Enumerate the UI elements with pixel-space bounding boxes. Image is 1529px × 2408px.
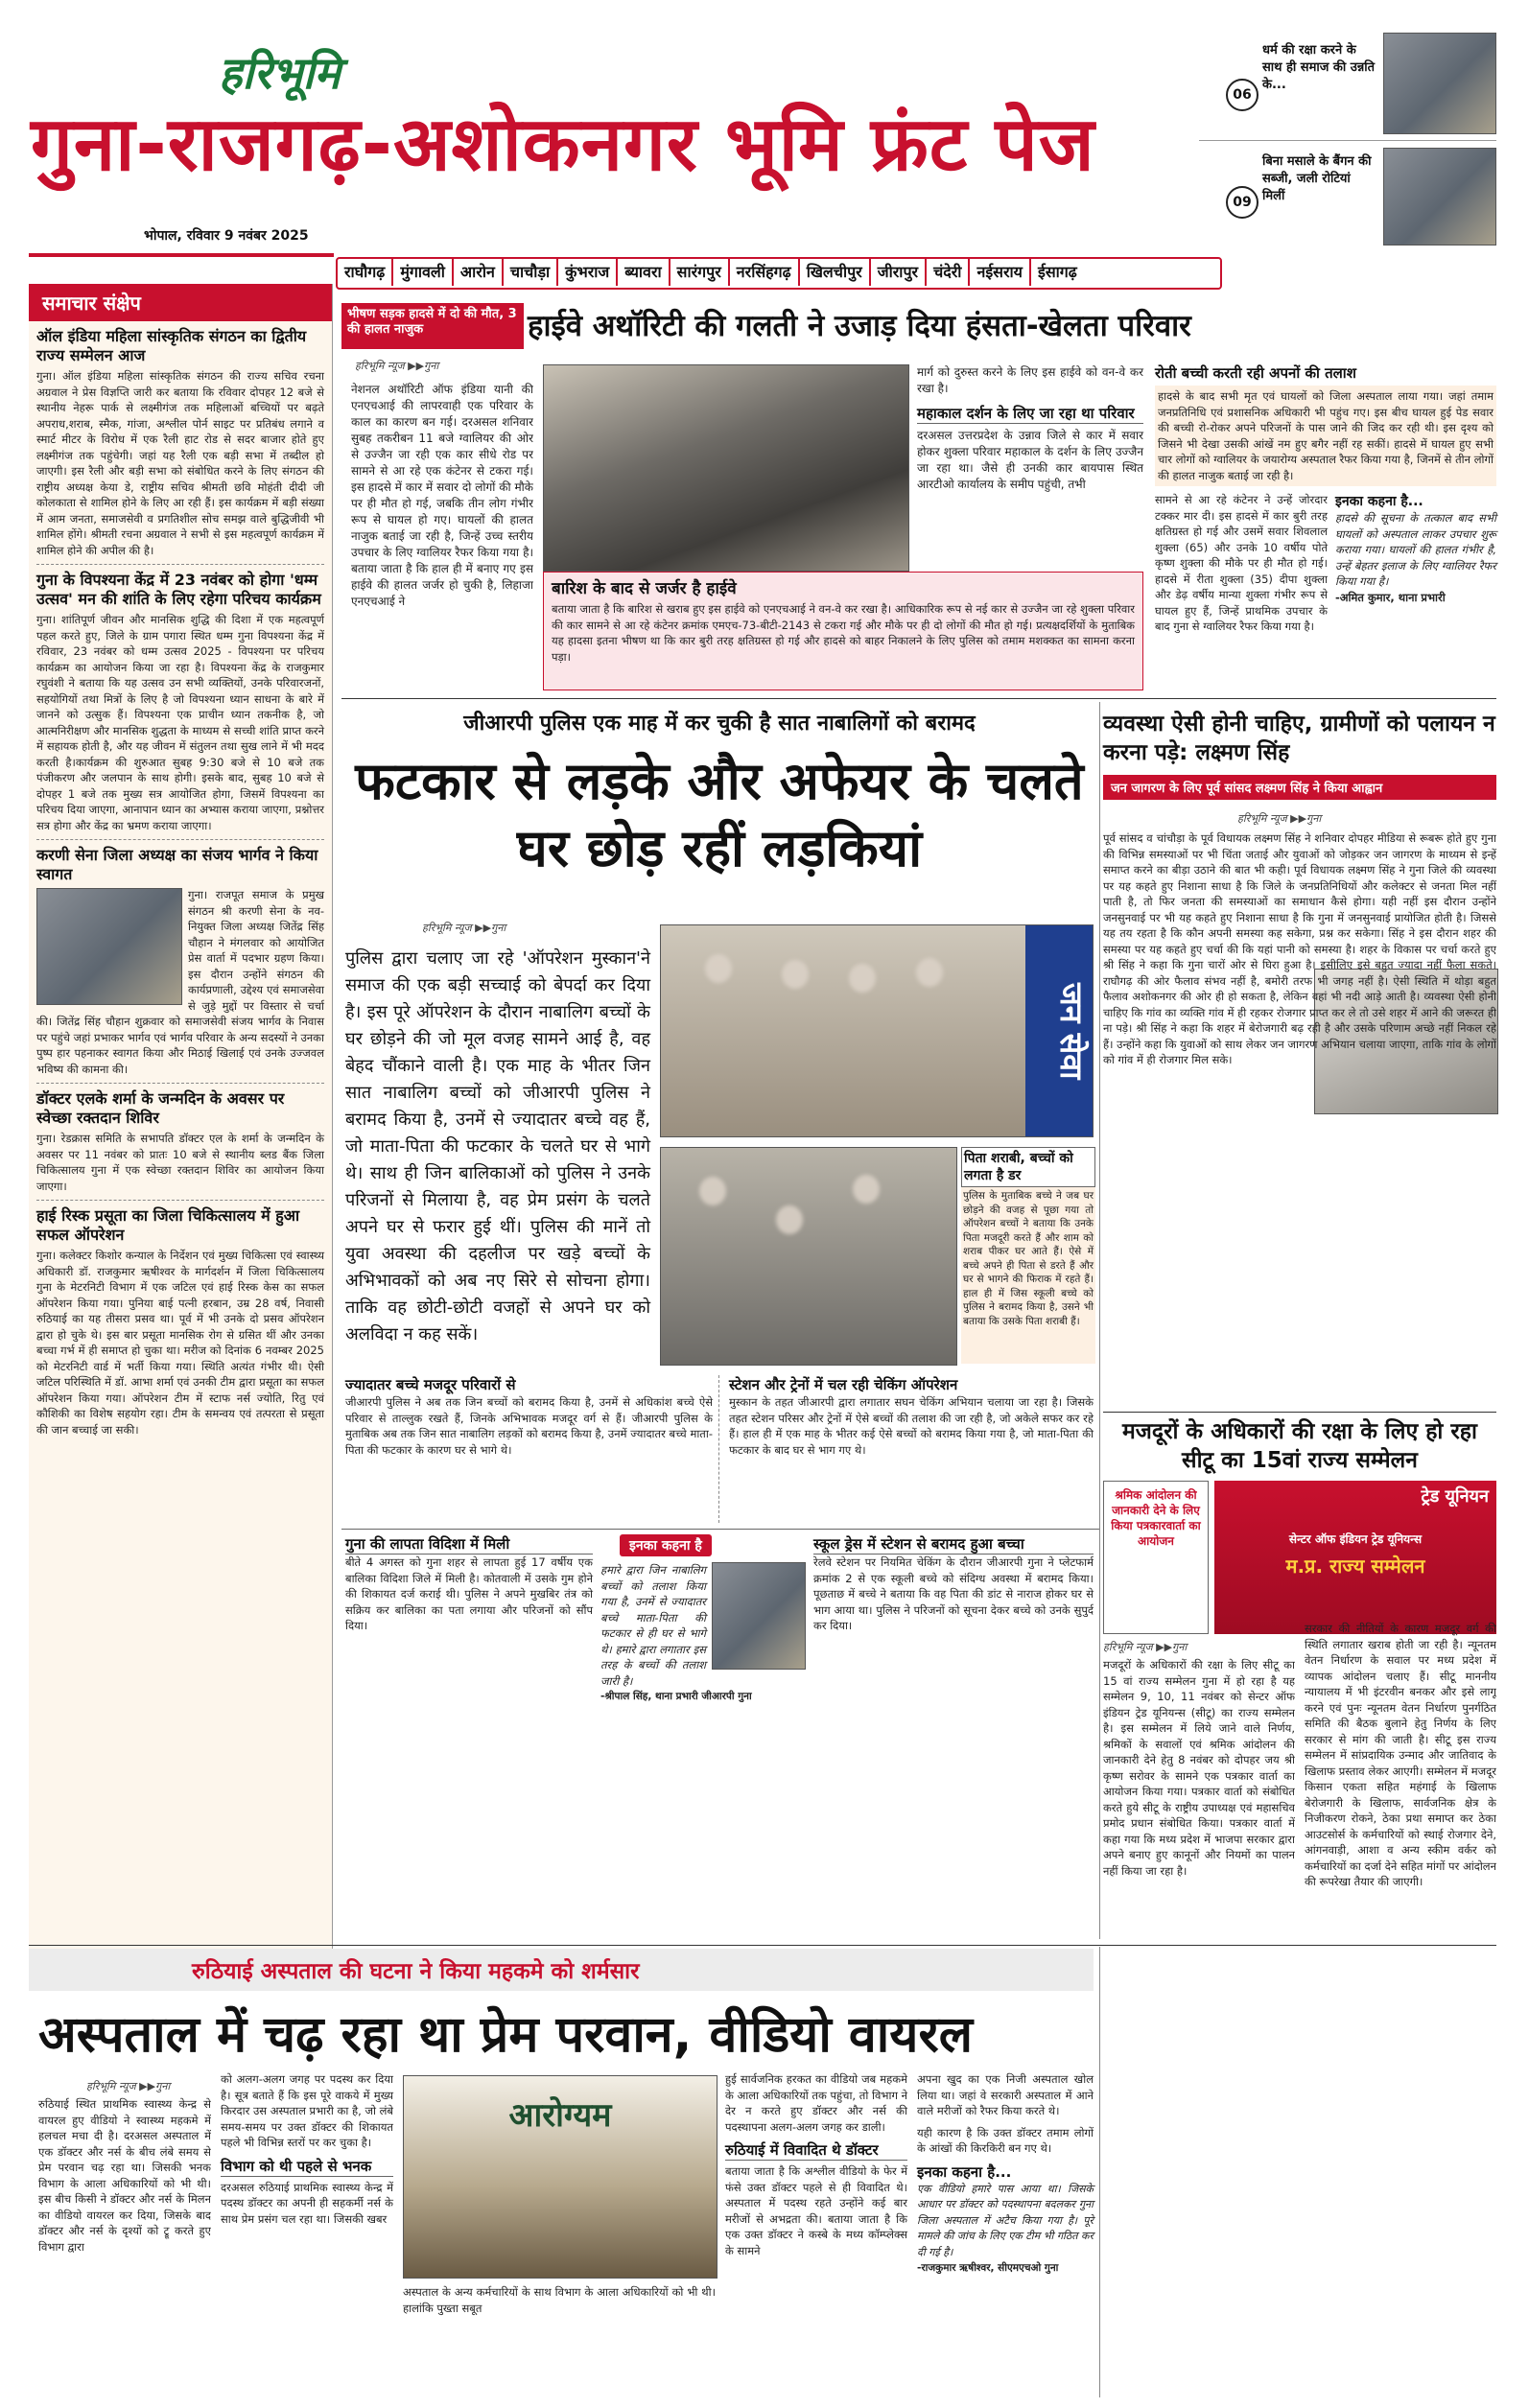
quote-text: एक वीडियो हमारे पास आया था। जिसके आधार पर डॉक्टर को पदस्थापना बदलकर गुना जिला अस्पताल में अटैच किया गया है। पूरे मामले की जांच के लिए एक टीम भी गठित कर दी गई है। xyxy=(917,2182,1094,2258)
promo-page-number: 06 xyxy=(1226,79,1258,111)
box-head: पिता शराबी, बच्चों को लगता है डर xyxy=(961,1147,1095,1187)
story5-col2a: को अलग-अलग जगह पर पदस्थ कर दिया है। सूत्र बताते हैं कि इस पूरे वाकये में मुख्य किरदार उस अस्पताल प्रभारी का है, जो लंबे समय-समय पर उक्त डॉक्टर की शिकायत पहले भी विभिन्न स्तरों पर कर चुका है। xyxy=(221,2072,393,2149)
story2-box3 xyxy=(729,1375,1094,1523)
brief-item[interactable] xyxy=(36,571,324,833)
box-head: स्कूल ड्रेस में स्टेशन से बरामद हुआ बच्चा xyxy=(813,1534,1094,1555)
city-tab[interactable]: नईसराय xyxy=(970,259,1031,286)
box-body: पुलिस के मुताबिक बच्चे ने जब घर छोड़ने की वजह से पूछा गया तो ऑपरेशन बच्चों ने बताया कि उनके पिता मजदूरी करते हैं और शाम को शराब पीकर घर आते हैं। ऐसे में बच्चे अपने ही पिता से डरते हैं और घर से भागने की फिराक में रहते हैं। हाल ही में जिस स्कूली बच्चे को पुलिस ने बरामद किया है, उसने भी बताया कि उसके पिता शराबी हैं। xyxy=(963,1190,1094,1327)
banner-text: म.प्र. राज्य सम्मेलन xyxy=(1285,1555,1425,1578)
logo-wordmark: हरिभूमि xyxy=(219,47,341,99)
quote-by: -श्रीपाल सिंह, थाना प्रभारी जीआरपी गुना xyxy=(600,1691,752,1702)
city-tab[interactable]: जीरापुर xyxy=(871,259,927,286)
story5-col5 xyxy=(917,2071,1094,2394)
story1-caption-title: बारिश के बाद से जर्जर है हाईवे xyxy=(552,579,737,598)
brief-photo xyxy=(36,888,182,1005)
city-tab[interactable]: आरोन xyxy=(454,259,504,286)
story5-kicker-band xyxy=(29,1949,1094,1991)
brief-body: गुना। रेडक्रास समिति के सभापति डॉक्टर एल के शर्मा के जन्मदिन के अवसर पर 11 नवंबर को प्रातः 10 बजे से स्थानीय ब्लड बैंक जिला चिकित्सालय गुना में एक स्वेच्छा रक्तदान शिविर का आयोजन किया जाएगा। xyxy=(36,1132,324,1193)
story4-banner-photo xyxy=(1214,1481,1496,1634)
story1-accident-photo xyxy=(543,364,909,572)
divider xyxy=(341,698,1496,699)
story3-byline: हरिभूमि न्यूज ▶▶गुना xyxy=(1237,812,1322,825)
brief-title: ऑल इंडिया महिला सांस्कृतिक संगठन का द्वितीय राज्य सम्मेलन आज xyxy=(36,327,307,364)
quote-head: इनका कहना है... xyxy=(917,2163,1012,2181)
city-tab[interactable]: मुंगावली xyxy=(393,259,454,286)
story5-hospital-photo xyxy=(403,2075,717,2279)
divider xyxy=(29,1945,1496,1946)
column-rule xyxy=(1099,702,1100,1939)
box-body: रेलवे स्टेशन पर नियमित चेकिंग के दौरान जीआरपी गुना ने प्लेटफार्म क्रमांक 2 से एक स्कूली बच्चे को संदिग्ध अवस्था में बरामद किया। पूछताछ में बच्चे ने बताया कि वह पिता की डांट से नाराज होकर घर से भाग आया था। पुलिस ने परिजनों को सूचना देकर बच्चे को उनके सुपुर्द कर दिया। xyxy=(813,1555,1094,1632)
quote-by: -अमित कुमार, थाना प्रभारी xyxy=(1335,590,1446,604)
story4-headline[interactable]: मजदूरों के अधिकारों की रक्षा के लिए हो रहा सीटू का 15वां राज्य सम्मेलन xyxy=(1122,1419,1477,1473)
city-tab[interactable]: नरसिंहगढ़ xyxy=(730,259,800,286)
box-head: गुना की लापता विदिशा में मिली xyxy=(345,1534,593,1555)
banner-text: ट्रेड यूनियन xyxy=(1421,1486,1489,1507)
banner-text: सेन्टर ऑफ इंडियन ट्रेड यूनियन्स xyxy=(1288,1532,1423,1546)
brief-title: हाई रिस्क प्रसूता का जिला चिकित्सालय में हुआ सफल ऑपरेशन xyxy=(36,1206,300,1244)
story1-col1: नेशनल अथॉरिटी ऑफ इंडिया यानी की एनएचआई की लापरवाही एक परिवार के काल का कारण बन गई। दरअसल शनिवार सुबह तकरीबन 11 बजे ग्वालियर की ओर से उज्जैन जा रही एक कार सीधे रोड पर सामने से आ रहे एक कंटेनर से टकरा गई। इस हादसे में कार में सवार दो लोगों की मौके पर ही मौत हो गई, जबकि तीन लोग गंभीर रूप से घायल हो गए। घायलों की हालत नाजुक बताई जा रही है, जिन्हें उच्च स्तरीय उपचार के लिए ग्वालियर रैफर किया गया है। बताया जाता है कि हाल ही में बनाए गए इस हाईवे की हालत जर्जर हो चुकी है, लिहाजा एनएचआई ने xyxy=(351,383,533,608)
story5-col2b: दरअसल रुठियाई प्राथमिक स्वास्थ्य केन्द्र में पदस्थ डॉक्टर का अपनी ही सहकर्मी नर्स के साथ प्रेम प्रसंग चल रहा था। जिसकी खबर xyxy=(221,2180,393,2226)
brief-item[interactable] xyxy=(36,1206,324,1438)
story2-box5 xyxy=(600,1534,806,1937)
officer-photo xyxy=(712,1562,806,1670)
dateline: भोपाल, रविवार 9 नवंबर 2025 xyxy=(144,228,309,244)
brief-body: गुना। शांतिपूर्ण जीवन और मानसिक शुद्धि की दिशा में एक महत्वपूर्ण पहल करते हुए, जिले के ग्राम पगारा स्थित धम्म गुना विपश्यना केंद्र में रविवार, 23 नवंबर को धम्म उत्सव 2025 - विपश्यना पर परिचय कार्यक्रम का आयोजन किया जा रहा है। विपश्यना केंद्र के राजकुमार रघुवंशी ने बताया कि यह उत्सव उन सभी व्यक्तियों, उनके परिवारजनों, सहयोगियों तथा मित्रों के लिए है जो विपश्यना ध्यान साधना के बारे में जानने को उत्सुक हैं। विपश्यना एक प्राचीन ध्यान तकनीक है, जो आत्मनिरीक्षण और मानसिक शुद्धता के माध्यम से सच्ची शांति प्राप्त करने में सहायक होती है, और यह जीवन में संतुलन तथा सुख लाने में भी मदद करती है।कार्यक्रम की शुरुआत सुबह 9:30 बजे से 10 बजे तक पंजीकरण और जलपान के साथ होगी। इसके बाद, सुबह 10 बजे से दोपहर 1 बजे तक मुख्य सत्र आयोजित होगा, जिसमें विपश्यना का परिचय दिया जाएगा, आनापान ध्यान का अभ्यास कराया जाएगा, प्रश्नोत्तर सत्र होगा और केंद्र का भ्रमण कराया जाएगा। xyxy=(36,613,324,832)
brief-body: गुना। ऑल इंडिया महिला सांस्कृतिक संगठन की राज्य सचिव रचना अग्रवाल ने प्रेस विज्ञप्ति जारी कर बताया कि रविवार दोपहर 12 बजे से स्थानीय नेहरू पार्क से लक्ष्मीगंज तक महिलाओं बच्चियों पर बढ़ते अपराध,शराब, स्मैक, गांजा, अश्लील पोर्न साइट पर प्रतिबंध लगाने व स्मार्ट मीटर के विरोध में एक रैली हाट रोड से सदर बाजार होते हुए लक्ष्मीगंज तक पहुंचेगी। जहां यह रैली एक बड़ी सभा में तब्दील हो जाएगी। इस रैली और बड़ी सभा को संबोधित करने के लिए संगठन की राष्ट्रीय अध्यक्ष केया डे, राष्ट्रीय सचिव श्रीमती छवि मोहंती दीदी जी कोलकाता से शामिल होने के लिए आ रही हैं। इस कार्यक्रम में बड़ी संख्या में आम जनता, समाजसेवी व प्रगतिशील सोच समझ वाले बुद्धिजीवी भी शामिल होंगे। श्रीमती रचना अग्रवाल ने सभी से इस महत्वपूर्ण कार्यक्रम में शामिल होने की अपील की है। xyxy=(36,369,324,557)
story1-caption-body: बताया जाता है कि बारिश से खराब हुए इस हाईवे को एनएचआई ने वन-वे कर रखा है। आधिकारिक रूप से नई कार से उज्जैन जा रहे शुक्ला परिवार की कार सामने से आ रहे कंटेनर क्रमांक एमएच-73-बीटी-2143 से टकरा गई और मौके पर ही दो लोगों की मौत हो गई। प्रत्यक्षदर्शियों के मुताबिक यह हादसा इतना भीषण था कि कार बुरी तरह क्षतिग्रस्त हो गई और हादसे को बाहर निकालने के लिए पुलिस को तमाम मशक्कत का सामना करना पड़ा। xyxy=(552,602,1135,664)
story2-box2 xyxy=(345,1375,719,1523)
brief-list xyxy=(29,327,332,1438)
city-tab[interactable]: ईसागढ़ xyxy=(1037,263,1077,281)
promo-photo-1 xyxy=(1383,33,1496,134)
jan-seva-sign: जन सेवा xyxy=(1025,925,1093,1136)
brief-body: गुना। कलेक्टर किशोर कन्याल के निर्देशन एवं मुख्य चिकित्सा एवं स्वास्थ्य अधिकारी डॉ. राजकुमार ऋषीश्वर के मार्गदर्शन में जिला चिकित्सालय गुना के मेटरनिटी विभाग में एक जटिल एवं हाई रिस्क केस का सफल ऑपरेशन किया गया। पुनिया बाई पत्नी हरबान, उम्र 28 वर्ष, निवासी रुठियाई का यह तीसरा प्रसव था। पूर्व में भी उनके दो प्रसव ऑपरेशन द्वारा हो चुके थे। इस बार प्रसूता मानसिक रोग से ग्रसित थीं और उनका बच्चा गर्भ में ही समाप्त हो चुका था। मरीज को दिनांक 6 नवम्बर 2025 को मेटरनिटी वार्ड में भर्ती किया गया। स्थिति अत्यंत गंभीर थी। ऐसी जटिल परिस्थिति में डॉ. आभा शर्मा एवं उनकी टीम द्वारा प्रसूता का सफल ऑपरेशन किया गया। ऑपरेशन टीम में स्टाफ नर्स ज्योति, रितु एवं कौशिकी का विशेष सहयोग रहा। टीम के समन्वय एवं तत्परता से प्रसूता की जान बच्चाई जा सकी। xyxy=(36,1249,324,1437)
story5-kicker: रुठियाई अस्पताल की घटना ने किया महकमे को शर्मसार xyxy=(192,1959,640,1984)
box-head: ज्यादातर बच्चे मजदूर परिवारों से xyxy=(345,1376,516,1393)
promo-box-2[interactable] xyxy=(1199,144,1496,251)
column-rule xyxy=(1099,1947,1100,2397)
promo-page-number: 09 xyxy=(1226,186,1258,219)
story1-col3 xyxy=(917,364,1143,570)
story3-deck: जन जागरण के लिए पूर्व सांसद लक्ष्मण सिंह ने किया आह्वान xyxy=(1103,775,1496,800)
story1-headline[interactable]: हाईवे अथॉरिटी की गलती ने उजाड़ दिया हंसता-खेलता परिवार xyxy=(528,309,1191,343)
story4-byline: हरिभूमि न्यूज ▶▶गुना xyxy=(1103,1641,1188,1653)
story5-byline: हरिभूमि न्यूज ▶▶गुना xyxy=(86,2080,171,2092)
story2-headline[interactable]: फटकार से लड़के और अफेयर के चलते घर छोड़ रहीं लड़कियां xyxy=(355,751,1084,878)
city-tab[interactable]: चाचौड़ा xyxy=(504,259,558,286)
brief-body: गुना। राजपूत समाज के प्रमुख संगठन श्री करणी सेना के नव-नियुक्त जिला अध्यक्ष जितेंद्र सिंह चौहान ने मंगलवार को आयोजित प्रेस वार्ता में पदभार ग्रहण किया। इस दौरान उन्होंने संगठन की कार्यप्रणाली, उद्देश्य एवं समाजसेवा से जुड़े मुद्दों पर विस्तार से चर्चा की। जितेंद्र सिंह चौहान शुक्रवार को समाजसेवी संजय भार्गव के निवास पर पहुंचे जहां प्रभाकर भार्गव एवं भार्गव परिवार के अन्य सदस्यों ने उनका पुष्प हार पहनाकर स्वागत किया और मिठाई खिलाई एवं उनके उज्जवल भविष्य की कामना की। xyxy=(36,888,324,1076)
promo-text: बिना मसाले के बैंगन की सब्जी, जली रोटियां मिलीं xyxy=(1262,154,1372,203)
brief-title: गुना के विपश्यना केंद्र में 23 नवंबर को होगा 'धम्म उत्सव' मन की शांति के लिए रहेगा परिचय कार्यक्रम xyxy=(36,571,321,608)
box-body: बीते 4 अगस्त को गुना शहर से लापता हुई 17 वर्षीय एक बालिका विदिशा जिले में मिली है। कोतवाली में उसके गुम होने की शिकायत दर्ज कराई थी। पुलिस ने अपने मुखबिर तंत्र को सक्रिय कर बालिका का पता लगाया और परिजनों को सौंप दिया। xyxy=(345,1555,593,1632)
story2-box6 xyxy=(813,1534,1094,1937)
story2-box4 xyxy=(345,1534,593,1937)
story5-col4 xyxy=(725,2071,907,2394)
story1-subhead-2: रोती बच्ची करती रही अपनों की तलाश xyxy=(1155,364,1356,382)
story1-col3a: मार्ग को दुरुस्त करने के लिए इस हाईवे को वन-वे कर रखा है। xyxy=(917,365,1143,395)
city-tab[interactable]: ब्यावरा xyxy=(618,259,670,286)
story1-col4 xyxy=(1155,364,1496,690)
hospital-sign: आरोग्यम xyxy=(508,2096,612,2135)
brief-item[interactable] xyxy=(36,1089,324,1194)
city-strip xyxy=(336,257,1222,290)
news-brief-sidebar xyxy=(29,284,333,1983)
promo-box-1[interactable] xyxy=(1199,25,1496,141)
story1-col3b: दरअसल उत्तरप्रदेश के उन्नाव जिले से कार में सवार होकर शुक्ला परिवार महाकाल के दर्शन के लिए उज्जैन जा रहा था। जैसे ही उनकी कार बायपास स्थित आरटीओ कार्यालय के समीप पहुंची, तभी xyxy=(917,429,1143,491)
quote-head: इनका कहना है... xyxy=(1335,494,1423,509)
city-tab[interactable]: सारंगपुर xyxy=(670,259,730,286)
brief-item[interactable] xyxy=(36,327,324,558)
quote-by: -राजकुमार ऋषीश्वर, सीएमएचओ गुना xyxy=(917,2262,1059,2274)
promo-text: धर्म की रक्षा करने के साथ ही समाज की उन्नति के... xyxy=(1262,43,1376,92)
story1-subhead: महाकाल दर्शन के लिए जा रहा था परिवार xyxy=(917,405,1143,424)
story3-body: पूर्व सांसद व चांचौड़ा के पूर्व विधायक लक्ष्मण सिंह ने शनिवार दोपहर मीडिया से रूबरू होते हुए गुना की विभिन्न समस्याओं पर भी चिंता जताई और युवाओं को जोड़कर जन जागरण के माध्यम से इन्हें समाप्त करने का बीड़ा उठाने की बात भी कही। पूर्व विधायक लक्ष्मण सिंह ने गुना जिले की व्यवस्था पर यह कहते हुए निशाना साधा है कि जिले के जनप्रतिनिधियों और कलेक्टर से जनता मिल नहीं पाती है, तो फिर जनता की समस्याओं का समाधान कैसे होगा। यही नहीं इस दौरान उन्होंने जनसुनवाई पर भी यह कहते हुए निशाना साधा है कि गुना में जनसुनवाई प्रायोजित होती है। जिससे यह तय रहता है कि कौन अपनी समस्या कह सकेगा, प्रश्न कर सकेगा। सिंह ने इस दौरान शहर की समस्या पर यह कहते हुए चर्चा की कि यहां पानी को समस्या है। शहर के विकास पर चर्चा करते हुए श्री सिंह ने कहा कि गुना चारों ओर से घिरा हुआ है। इसीलिए इसे बहुत ज्यादा नहीं फैला सकते। राघौगढ़ की ओर फैलाव संभव नहीं है, बमोरी तरफ भी जगह नहीं है। ऐसी स्थिति में थोड़ा बहुत फैलाव अशोकनगर की ओर ही हो सकता है, लेकिन वहां भी नदी आड़े आती है। व्यवस्था ऐसी होनी चाहिए कि गांव का व्यक्ति गांव में ही रहकर रोजगार प्राप्त कर ले तो उसे शहर में आने की जरूरत ही ना पड़े। श्री सिंह ने कहा कि शहर में बेरोजगारी बढ़ रही है और उसके परिणाम अच्छे नहीं निकल रहे हैं। उन्होंने कहा कि युवाओं को साथ लेकर जन जागरण अभियान चलाया जाएगा, ताकि गांव के लोगों को गांव में ही रोजगार मिल सके। xyxy=(1103,831,1496,1066)
story1-col4b: सामने से आ रहे कंटेनर ने उन्हें जोरदार टक्कर मार दी। इस हादसे में कार बुरी तरह क्षतिग्रस्त हो गई और उसमें सवार शिवलाल शुक्ला (65) और उनके 10 वर्षीय पोते कृष्ण शुक्ला की मौके पर ही मौत हो गई। हादसे में रीता शुक्ला (35) दीपा शुक्ला और डेढ़ वर्षीय मान्या शुक्ला गंभीर रूप से घायल हुए हैं, जिन्हें प्राथमिक उपचार के बाद गुना से ग्वालियर रैफर किया गया है। xyxy=(1155,493,1328,633)
story1-photo-caption-box xyxy=(543,572,1143,690)
story5-subhead-2: रुठियाई में विवादित थे डॉक्टर xyxy=(725,2140,907,2161)
story1-col4a: हादसे के बाद सभी मृत एवं घायलों को जिला अस्पताल लाया गया। जहां तमाम जनप्रतिनिधि एवं प्रशासनिक अधिकारी भी पहुंच गए। इस बीच घायल हुई पेड सवार की बच्ची रो-रोकर अपने परिजनों के पास जाने की जिद कर रही थी। इस दृश्य को जिसने भी देखा उसकी आंखें नम हुए बगैर नहीं रह सकीं। हादसे में घायल हुए सभी चार लोगों को ग्वालियर के जयारोग्य अस्पताल रैफर किया गया है, जिनमें से तीन लोगों की हालत नाजुक बताई जा रही है। xyxy=(1155,386,1496,486)
divider xyxy=(341,1529,1099,1530)
story2-kicker: जीआरपी पुलिस एक माह में कर चुकी है सात नाबालिगों को बरामद xyxy=(463,712,976,736)
story1-kicker: भीषण सड़क हादसे में दो की मौत, 3 की हालत नाजुक xyxy=(341,303,524,349)
story5-col2 xyxy=(221,2071,393,2394)
story5-col5b: यही कारण है कि उक्त डॉक्टर तमाम लोगों के आंखों की किरकिरी बन गए थे। xyxy=(917,2125,1094,2155)
story2-photo-2 xyxy=(660,1147,957,1366)
story1-byline: हरिभूमि न्यूज ▶▶गुना xyxy=(355,360,439,372)
story5-subhead: विभाग को थी पहले से भनक xyxy=(221,2157,393,2177)
box-body: मुस्कान के तहत जीआरपी द्वारा लगातार सघन चेकिंग अभियान चलाया जा रहा है। जिसके तहत स्टेशन परिसर और ट्रेनों में ऐसे बच्चों की तलाश की जा रही है, जो अकेले सफर कर रहे हैं। हाल ही में एक माह के भीतर कई ऐसे बच्चों को बरामद किया गया है, जो माता-पिता की फटकार के बाद घर से भाग गए थे। xyxy=(729,1395,1094,1457)
story2-box1 xyxy=(961,1147,1095,1364)
story5-col4a: हुई सार्वजनिक हरकत का वीडियो जब महकमे के आला अधिकारियों तक पहुंचा, तो विभाग ने देर न करते हुए डॉक्टर और नर्स की पदस्थापना अलग-अलग जगह कर डाली। xyxy=(725,2072,907,2134)
story2-body: पुलिस द्वारा चलाए जा रहे 'ऑपरेशन मुस्कान'ने समाज की एक बड़ी सच्चाई को बेपर्दा कर दिया है। इस पूरे ऑपरेशन के दौरान नाबालिग बच्चों के घर छोड़ने की जो मूल वजह सामने आई है, वह बेहद चौंकाने वाली है। एक माह के भीतर जिन सात नाबालिग बच्चों को जीआरपी पुलिस ने बरामद किया है, उनमें से ज्यादातर बच्चे वह हैं, जो माता-पिता की फटकार के चलते घर से भागे थे। साथ ही जिन बालिकाओं को पुलिस ने उनके परिजनों से मिलाया है, वह प्रेम प्रसंग के चलते अपने घर से फरार हुई थीं। पुलिस की मानें तो युवा अवस्था की दहलीज पर खड़े बच्चों के अभिभावकों को अब नए सिरे से सोचना होगा। ताकि वह छोटी-छोटी वजहों से अपने घर को अलविदा न कह सकें। xyxy=(345,948,650,1344)
city-tab[interactable]: चंदेरी xyxy=(927,259,970,286)
story5-col5a: अपना खुद का एक निजी अस्पताल खोल लिया था। जहां वे सरकारी अस्पताल में आने वाले मरीजों को रैफर किया करते थे। xyxy=(917,2072,1094,2117)
story3-headline[interactable]: व्यवस्था ऐसी होनी चाहिए, ग्रामीणों को पलायन न करना पड़े: लक्ष्मण सिंह xyxy=(1103,712,1495,765)
story4-col2: सरकार की नीतियों के कारण मजदूर वर्ग की स्थिति लगातार खराब होती जा रही है। न्यूनतम वेतन निर्धारण के सवाल पर मध्य प्रदेश में व्यापक आंदोलन चलाए हैं। सीटू माननीय न्यायालय में भी इंटरवीन बनकर और इसे लागू करने एवं पुनः न्यूनतम वेतन निर्धारण पुनर्गठित समिति की बैठक बुलाने हेतु निर्णय के लिए सरकार से मांग की जाती है। सीटू इस राज्य सम्मेलन में सांप्रदायिक उन्माद और जातिवाद के खिलाफ प्रस्ताव लेकर आएगी। सम्मेलन में मजदूर किसान एकता सहित महंगाई के खिलाफ बेरोजगारी के खिलाफ, सार्वजनिक क्षेत्र के निजीकरण रोकने, ठेका प्रथा समाप्त कर ठेका आउटसोर्स के कर्मचारियों को स्थाई रोजगार देने, आंगनवाड़ी, आशा व अन्य स्कीम वर्कर को कर्मचारियों का दर्जा देने सहित मांगों पर आंदोलन की रूपरेखा तैयार की जाएगी। xyxy=(1305,1622,1496,1888)
box-head: इनका कहना है xyxy=(620,1534,712,1556)
story5-col1: रुठियाई स्थित प्राथमिक स्वास्थ्य केन्द्र से वायरल हुए वीडियो ने स्वास्थ्य महकमे में हलचल मचा दी है। दरअसल अस्पताल में एक डॉक्टर और नर्स के बीच लंबे समय से प्रेम परवान चढ़ रहा था। जिसकी भनक विभाग के आला अधिकारियों को भी थी। इस बीच किसी ने डॉक्टर और नर्स के मिलन का वीडियो वायरल कर दिया, जिसके बाद डॉक्टर और नर्स के दृश्यों को ट्रू करते हुए विभाग द्वारा xyxy=(38,2097,211,2254)
story2-photo-1 xyxy=(660,924,1094,1137)
box-body: जीआरपी पुलिस ने अब तक जिन बच्चों को बरामद किया है, उनमें से अधिकांश बच्चे ऐसे परिवार से ताल्लुक रखते हैं, जिनके अभिभावक मजदूर वर्ग से हैं। जीआरपी पुलिस के मुताबिक अब तक जिन सात नाबालिग लड़कों को बरामद किया है, उनमें ज्यादातर बच्चे माता-पिता की फटकार के कारण घर से भागे थे। xyxy=(345,1395,713,1457)
city-tab[interactable]: राघौगढ़ xyxy=(338,259,393,286)
story5-col3: अस्पताल के अन्य कर्मचारियों के साथ विभाग के आला अधिकारियों को भी थी। हालांकि पुख्ता सबूत xyxy=(403,2285,716,2315)
brief-title: करणी सेना जिला अध्यक्ष का संजय भार्गव ने किया स्वागत xyxy=(36,846,318,883)
story1-quote xyxy=(1335,492,1496,635)
masthead-rule xyxy=(29,253,334,257)
divider xyxy=(1103,1412,1496,1413)
city-tab[interactable]: खिलचीपुर xyxy=(800,259,871,286)
page-title: गुना-राजगढ़-अशोकनगर भूमि फ्रंट पेज xyxy=(31,102,1095,188)
story2-byline: हरिभूमि न्यूज ▶▶गुना xyxy=(422,922,506,934)
story5-col4b: बताया जाता है कि अश्लील वीडियो के फेर में फंसे उक्त डॉक्टर पहले से ही विवादित थे। अस्पताल में पदस्थ रहते उन्होंने कई बार मरीजों से अभद्रता की। बताया जाता है कि एक उक्त डॉक्टर ने कस्बे के मध्य कॉम्प्लेक्स के सामने xyxy=(725,2164,907,2257)
quote-text: हादसे की सूचना के तत्काल बाद सभी घायलों को अस्पताल लाकर उपचार शुरू कराया गया। घायलों की हालत गंभीर है, उन्हें बेहतर इलाज के लिए ग्वालियर रैफर किया गया है। xyxy=(1335,511,1496,588)
brief-title: डॉक्टर एलके शर्मा के जन्मदिन के अवसर पर स्वेच्छा रक्तदान शिविर xyxy=(36,1089,285,1127)
box-body: हमारे द्वारा जिन नाबालिग बच्चों को तलाश किया गया है, उनमें से ज्यादातर बच्चे माता-पिता की फटकार से ही घर से भागे थे। हमारे द्वारा लगातार इस तरह के बच्चों की तलाश जारी है। xyxy=(600,1563,706,1688)
promo-photo-2 xyxy=(1383,148,1496,245)
box-head: स्टेशन और ट्रेनों में चल रही चेकिंग ऑपरेशन xyxy=(729,1376,958,1393)
story4-col1: मजदूरों के अधिकारों की रक्षा के लिए सीटू का 15 वां राज्य सम्मेलन गुना में हो रहा है यह सम्मेलन 9, 10, 11 नवंबर को सेन्टर ऑफ इंडियन ट्रेड यूनियन्स (सीटू) का राज्य सम्मेलन है। इस सम्मेलन में लिये जाने वाले निर्णय, श्रमिकों के सवालों एवं श्रमिक आंदोलन की जानकारी देने हेतु 8 नवंबर को दोपहर जय श्री कृष्ण सरोवर के सामने एक पत्रकार वार्ता का आयोजन किया गया। पत्रकार वार्ता को संबोधित करते हुये सीटू के राष्ट्रीय उपाध्यक्ष एवं महासचिव प्रमोद प्रधान संबोधित किया। पत्रकार वार्ता में कहा गया कि मध्य प्रदेश में भाजपा सरकार द्वारा अपने बनाए हुए कानूनों और नियमों का पालन नहीं किया जा रहा है। xyxy=(1103,1658,1295,1878)
story4-side-label: श्रमिक आंदोलन की जानकारी देने के लिए किया पत्रकारवार्ता का आयोजन xyxy=(1103,1481,1209,1634)
brief-item[interactable] xyxy=(36,846,324,1077)
sidebar-header: समाचार संक्षेप xyxy=(29,284,332,321)
story5-headline[interactable]: अस्पताल में चढ़ रहा था प्रेम परवान, वीडियो वायरल xyxy=(38,2006,973,2064)
city-tab[interactable]: कुंभराज xyxy=(558,259,618,286)
